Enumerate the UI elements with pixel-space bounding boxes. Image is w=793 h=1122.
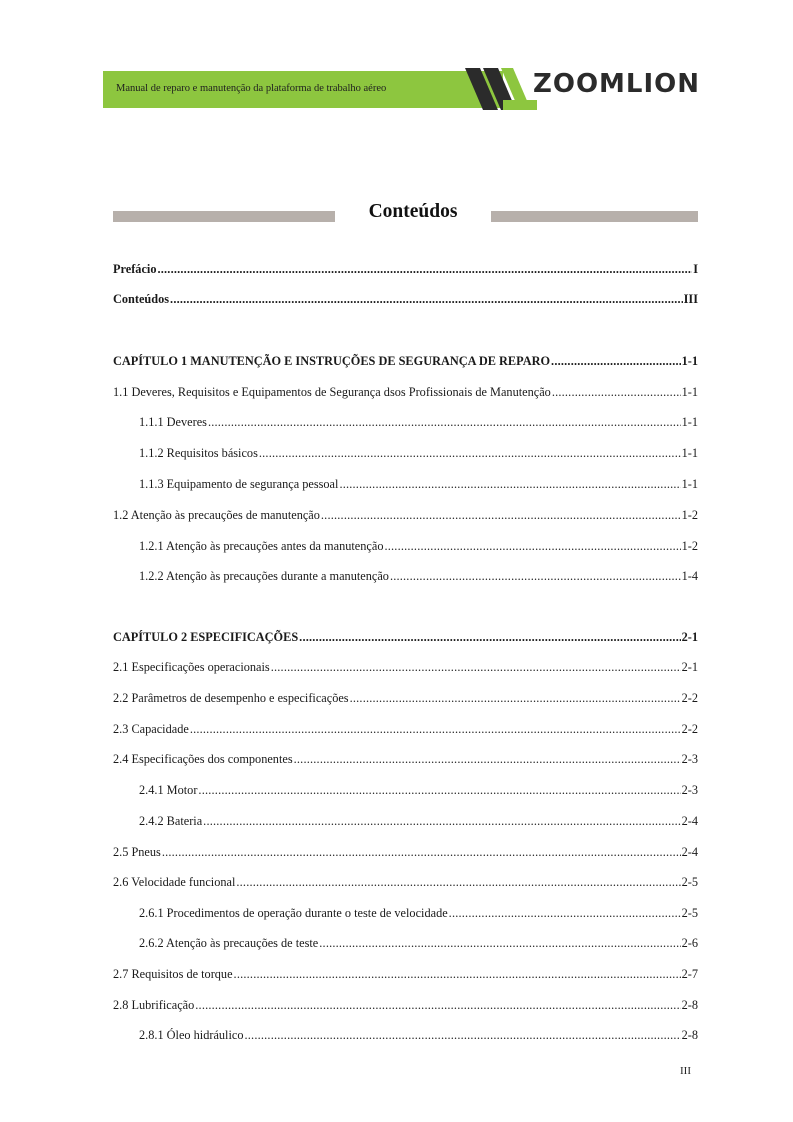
toc-leader xyxy=(552,383,681,401)
toc-leader xyxy=(162,843,681,861)
toc-entry-2-6[interactable] xyxy=(113,873,698,891)
toc-leader xyxy=(339,475,680,493)
toc-entry-2-4[interactable] xyxy=(113,750,698,768)
toc-leader xyxy=(157,260,692,278)
toc-entry-page: 1-2 xyxy=(681,539,698,553)
toc-leader xyxy=(294,750,681,768)
toc-entry-page: 2-7 xyxy=(681,967,698,981)
toc-entry-title: CAPÍTULO 2 ESPECIFICAÇÕES xyxy=(113,630,299,644)
toc-entry-page: 1-1 xyxy=(681,354,698,368)
toc-leader xyxy=(384,537,680,555)
toc-entry-chapter-2[interactable] xyxy=(113,628,698,646)
toc-entry-title: 1.1.1 Deveres xyxy=(139,415,207,429)
toc-entry-page: 2-1 xyxy=(681,660,698,674)
page-title: Conteúdos xyxy=(368,201,458,222)
toc-entry-title: 2.4.1 Motor xyxy=(139,783,198,797)
toc-entry-2-1[interactable] xyxy=(113,658,698,676)
page-number: III xyxy=(680,1065,691,1077)
toc-entry-title: 2.8 Lubrificação xyxy=(113,998,195,1012)
toc-entry-2-6-2[interactable] xyxy=(139,934,698,952)
toc-entry-title: Prefácio xyxy=(113,262,157,276)
toc-entry-page: 2-3 xyxy=(681,752,698,766)
toc-entry-page: III xyxy=(683,292,698,306)
toc-leader xyxy=(259,444,681,462)
toc-entry-title: 2.4 Especificações dos componentes xyxy=(113,752,293,766)
toc-entry-page: 2-4 xyxy=(681,814,698,828)
toc-entry-page: 2-5 xyxy=(681,906,698,920)
toc-entry-1-1-3[interactable] xyxy=(139,475,698,493)
toc-entry-1-1[interactable] xyxy=(113,383,698,401)
toc-leader xyxy=(551,352,681,370)
toc-entry-title: 2.7 Requisitos de torque xyxy=(113,967,233,981)
toc-leader xyxy=(234,965,681,983)
toc-entry-title: 2.4.2 Bateria xyxy=(139,814,203,828)
toc-entry-1-2-2[interactable] xyxy=(139,567,698,585)
toc-entry-1-2-1[interactable] xyxy=(139,537,698,555)
toc-entry-1-1-1[interactable] xyxy=(139,413,698,431)
toc-entry-title: 1.1.3 Equipamento de segurança pessoal xyxy=(139,477,339,491)
toc-entry-title: 2.6.2 Atenção às precauções de teste xyxy=(139,936,319,950)
toc-leader xyxy=(319,934,680,952)
toc-entry-conteudos[interactable] xyxy=(113,290,698,308)
toc-entry-page: I xyxy=(693,262,698,276)
toc-entry-page: 1-1 xyxy=(681,415,698,429)
toc-entry-page: 1-1 xyxy=(681,385,698,399)
toc-entry-2-5[interactable] xyxy=(113,843,698,861)
toc-leader xyxy=(170,290,683,308)
toc-entry-page: 2-1 xyxy=(681,630,698,644)
toc-entry-2-6-1[interactable] xyxy=(139,904,698,922)
toc-entry-prefacio[interactable] xyxy=(113,260,698,278)
toc-leader xyxy=(208,413,681,431)
zoomlion-logo: ZOOMLION xyxy=(533,69,701,99)
toc-entry-2-4-2[interactable] xyxy=(139,812,698,830)
toc-leader xyxy=(350,689,681,707)
toc-leader xyxy=(271,658,681,676)
toc-entry-page: 2-8 xyxy=(681,1028,698,1042)
toc-entry-title: CAPÍTULO 1 MANUTENÇÃO E INSTRUÇÕES DE SEGURANÇA DE REPARO xyxy=(113,354,551,368)
toc-entry-2-4-1[interactable] xyxy=(139,781,698,799)
toc-entry-page: 2-3 xyxy=(681,783,698,797)
toc-entry-title: 1.1 Deveres, Requisitos e Equipamentos de Segurança dsos Profissionais de Manutenção xyxy=(113,385,551,399)
toc-leader xyxy=(390,567,681,585)
toc-leader xyxy=(198,781,680,799)
toc-entry-page: 2-8 xyxy=(681,998,698,1012)
toc-leader xyxy=(245,1026,681,1044)
toc-entry-title: 2.3 Capacidade xyxy=(113,722,189,736)
toc-entry-title: 1.1.2 Requisitos básicos xyxy=(139,446,258,460)
toc-leader xyxy=(321,506,681,524)
toc-entry-page: 2-2 xyxy=(681,722,698,736)
toc-entry-2-7[interactable] xyxy=(113,965,698,983)
toc-entry-2-2[interactable] xyxy=(113,689,698,707)
toc-entry-1-1-2[interactable] xyxy=(139,444,698,462)
toc-entry-title: 2.6.1 Procedimentos de operação durante o teste de velocidade xyxy=(139,906,448,920)
toc-entry-title: 1.2 Atenção às precauções de manutenção xyxy=(113,508,320,522)
document-title: Manual de reparo e manutenção da plataforma de trabalho aéreo xyxy=(116,83,387,94)
toc-entry-title: 2.1 Especificações operacionais xyxy=(113,660,270,674)
toc-entry-title: 2.2 Parâmetros de desempenho e especificações xyxy=(113,691,349,705)
toc-entry-1-2[interactable] xyxy=(113,506,698,524)
toc-entry-title: 2.8.1 Óleo hidráulico xyxy=(139,1028,244,1042)
toc-entry-page: 2-5 xyxy=(681,875,698,889)
toc-entry-chapter-1[interactable] xyxy=(113,352,698,370)
toc-entry-page: 2-4 xyxy=(681,845,698,859)
toc-entry-page: 2-2 xyxy=(681,691,698,705)
toc-entry-page: 1-2 xyxy=(681,508,698,522)
toc-leader xyxy=(449,904,681,922)
toc-leader xyxy=(195,996,680,1014)
toc-entry-page: 2-6 xyxy=(681,936,698,950)
toc-entry-2-8-1[interactable] xyxy=(139,1026,698,1044)
toc-entry-title: 2.6 Velocidade funcional xyxy=(113,875,236,889)
toc-entry-title: Conteúdos xyxy=(113,292,170,306)
toc-entry-2-8[interactable] xyxy=(113,996,698,1014)
toc-entry-page: 1-1 xyxy=(681,446,698,460)
toc-entry-title: 2.5 Pneus xyxy=(113,845,161,859)
toc-leader xyxy=(236,873,680,891)
toc-entry-page: 1-1 xyxy=(681,477,698,491)
toc-entry-title: 1.2.2 Atenção às precauções durante a manutenção xyxy=(139,569,389,583)
toc-leader xyxy=(203,812,680,830)
toc-entry-2-3[interactable] xyxy=(113,720,698,738)
toc-leader xyxy=(299,628,680,646)
toc-entry-page: 1-4 xyxy=(681,569,698,583)
toc-entry-title: 1.2.1 Atenção às precauções antes da manutenção xyxy=(139,539,384,553)
toc-leader xyxy=(190,720,681,738)
